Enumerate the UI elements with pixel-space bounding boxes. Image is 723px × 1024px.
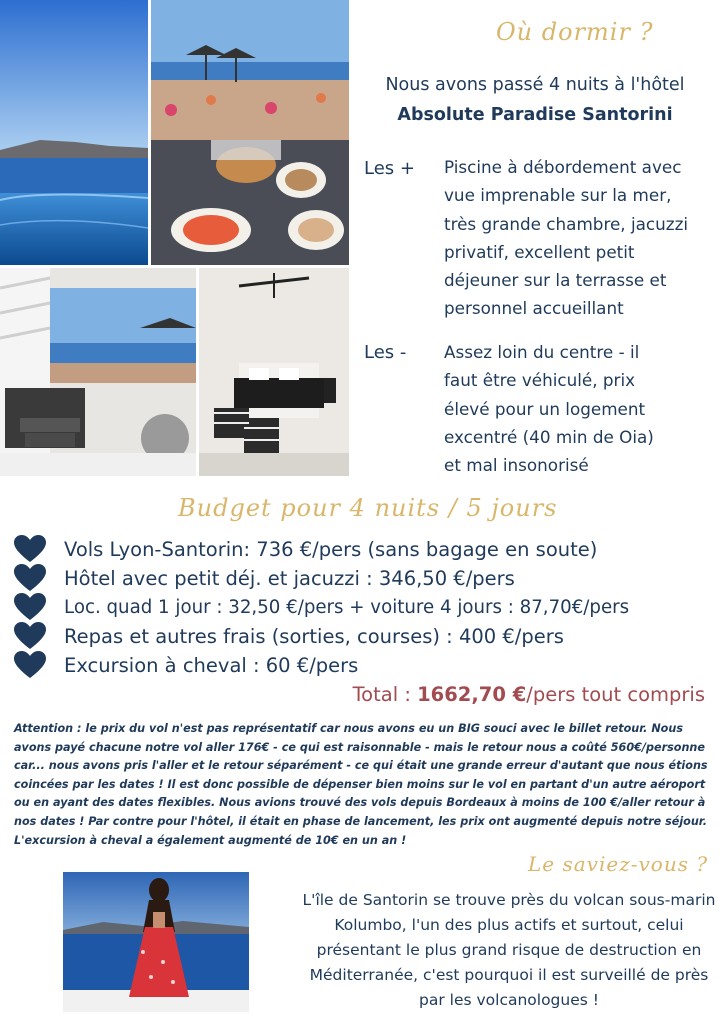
plus-line: personnel accueillant [444, 298, 624, 319]
plus-line: déjeuner sur la terrasse et [444, 270, 667, 291]
plus-label: Les + [364, 158, 415, 179]
budget-item [14, 564, 515, 592]
plus-line: vue imprenable sur la mer, [444, 185, 672, 206]
hotel-name: Absolute Paradise Santorini [397, 105, 673, 125]
minus-line: élevé pour un logement [444, 398, 646, 419]
section-title-budget: Budget pour 4 nuits / 5 jours [178, 494, 558, 522]
minus-line: excentré (40 min de Oia) [444, 426, 654, 447]
budget-item [14, 535, 597, 563]
plus-text [444, 153, 722, 323]
heart-icon [14, 564, 46, 592]
budget-item-text: Repas et autres frais (sorties, courses) : 400 €/pers [64, 624, 564, 648]
budget-item [14, 593, 629, 621]
heart-icon [14, 593, 46, 621]
minus-text [444, 338, 722, 479]
total-suffix: /pers tout compris [526, 683, 705, 706]
budget-item-text: Excursion à cheval : 60 €/pers [64, 653, 359, 677]
minus-line: et mal insonorisé [444, 455, 589, 476]
section-title-did-you-know: Le saviez-vous ? [528, 852, 709, 876]
section-title-sleep: Où dormir ? [496, 18, 654, 46]
plus-line: privatif, excellent petit [444, 241, 635, 262]
photo-breakfast [151, 0, 349, 265]
photo-woman-red-dress [63, 872, 249, 1012]
budget-item-text: Loc. quad 1 jour : 32,50 €/pers + voiture 4 jours : 87,70€/pers [64, 596, 630, 618]
minus-line: Assez loin du centre - il [444, 342, 640, 362]
heart-icon [14, 622, 46, 650]
minus-line: faut être véhiculé, prix [444, 370, 636, 391]
did-you-know-text: L'île de Santorin se trouve près du volcan sous-marin Kolumbo, l'un des plus actifs et surtout, celui présentant le plus grand risque de destruction en Méditerranée, c'est pourquoi il est surveillé de près par les volcanologues ! [302, 891, 716, 1009]
budget-item [14, 651, 358, 679]
heart-icon [14, 651, 46, 679]
total-label: Total : [352, 683, 418, 706]
budget-total [353, 683, 705, 706]
photo-terrace-jacuzzi [0, 268, 196, 476]
heart-icon [14, 535, 46, 563]
hotel-intro-text: Nous avons passé 4 nuits à l'hôtel [385, 75, 685, 95]
photo-bedroom [199, 268, 349, 476]
budget-item [14, 622, 564, 650]
price-note: Attention : le prix du vol n'est pas représentatif car nous avons eu un BIG souci avec le billet retour. Nous avons payé chacune notre vol aller 176€ - ce qui est raisonnable - mais le retour nous a coûté 560€/personne car... nous avons pris l'aller et le retour séparément - ce qui était une grande erreur d'autant que nous étions coincées par les dates ! Il est donc possible de dépenser bien moins sur le vol en partant d'un autre aéroport ou en ayant des dates flexibles. Nous avions trouvé des vols depuis Bordeaux à moins de 100 €/aller retour à nos dates ! Par contre pour l'hôtel, il était en phase de lancement, les prix ont augmenté depuis notre séjour. L'excursion à cheval a également augmenté de 10€ en un an ! [14, 722, 708, 847]
hotel-intro [360, 70, 710, 130]
total-value: 1662,70 € [417, 683, 527, 706]
minus-label: Les - [364, 342, 407, 363]
plus-line: très grande chambre, jacuzzi [444, 213, 689, 234]
photo-infinity-pool [0, 0, 148, 265]
budget-item-text: Vols Lyon-Santorin: 736 €/pers (sans bagage en soute) [64, 537, 598, 561]
budget-item-text: Hôtel avec petit déj. et jacuzzi : 346,50 €/pers [64, 566, 515, 590]
plus-line: Piscine à débordement avec [444, 157, 682, 177]
